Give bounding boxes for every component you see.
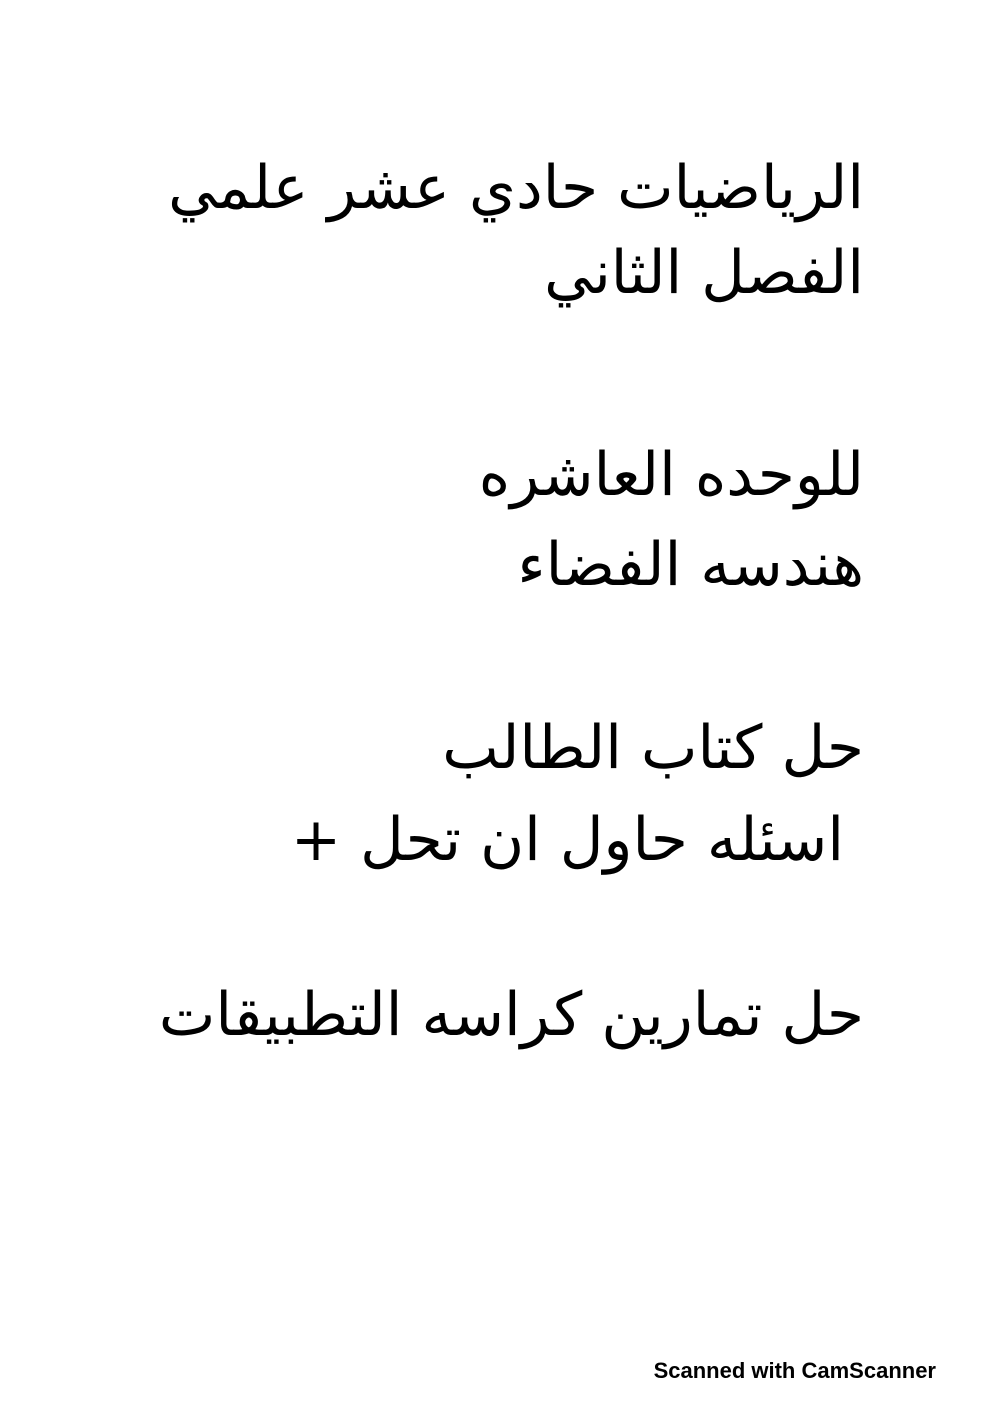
- title-semester: الفصل الثاني: [544, 238, 864, 308]
- content-try-questions: اسئله حاول ان تحل +: [290, 805, 844, 875]
- content-workbook: حل تمارين كراسه التطبيقات: [158, 980, 864, 1050]
- content-student-book: حل كتاب الطالب: [442, 713, 864, 783]
- unit-topic: هندسه الفضاء: [517, 530, 864, 600]
- title-subject: الرياضيات حادي عشر علمي: [168, 153, 864, 223]
- unit-heading: للوحده العاشره: [478, 440, 864, 510]
- scanner-watermark: Scanned with CamScanner: [653, 1358, 936, 1383]
